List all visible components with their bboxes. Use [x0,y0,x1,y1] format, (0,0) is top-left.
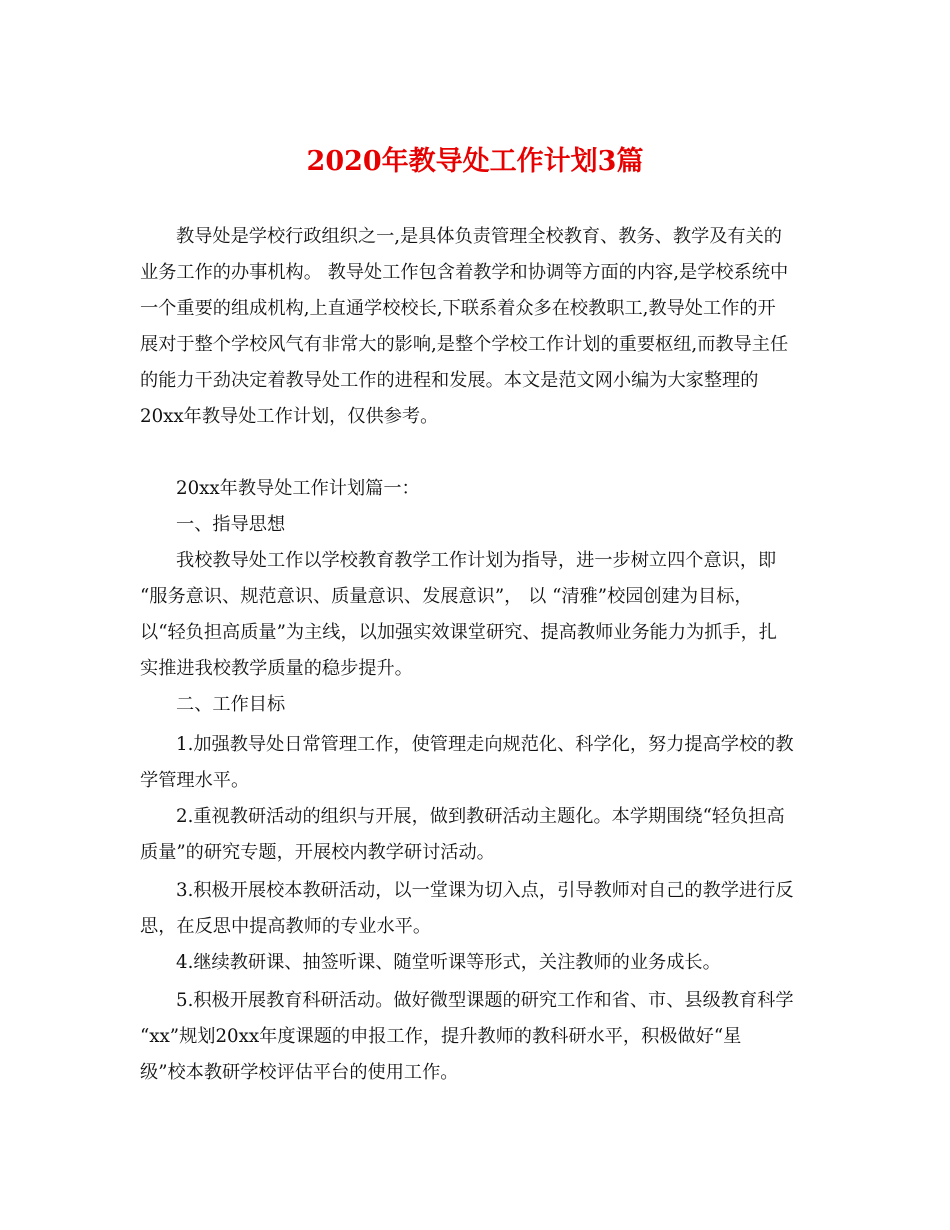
paragraph-line: 展对于整个学校风气有非常大的影响,是整个学校工作计划的重要枢纽,而教导主任 [140,334,789,355]
list-item-continuation: 质量”的研究专题，开展校内教学研讨活动。 [140,842,495,863]
section-heading: 一、指导思想 [176,514,286,535]
paragraph-line: 一个重要的组成机构,上直通学校校长,下联系着众多在校教职工,教导处工作的开 [140,298,776,319]
paragraph-line: 我校教导处工作以学校教育教学工作计划为指导，进一步树立四个意识，即 [176,550,777,571]
paragraph-line: 的能力干劲决定着教导处工作的进程和发展。本文是范文网小编为大家整理的 [140,370,759,391]
list-item-continuation: 级”校本教研学校评估平台的使用工作。 [140,1062,459,1083]
paragraph-line: 教导处是学校行政组织之一,是具体负责管理全校教育、教务、教学及有关的 [176,226,782,247]
section-heading: 二、工作目标 [176,694,286,715]
paragraph-line: 业务工作的办事机构。 教导处工作包含着教学和协调等方面的内容,是学校系统中 [140,262,789,283]
document-title: 2020年教导处工作计划3篇 [306,146,644,177]
paragraph-line: 实推进我校教学质量的稳步提升。 [140,658,413,679]
section-heading: 20xx年教导处工作计划篇一： [176,478,420,499]
list-item-continuation: 思，在反思中提高教师的专业水平。 [140,916,432,937]
paragraph-line: 以“轻负担高质量”为主线，以加强实效课堂研究、提高教师业务能力为抓手，扎 [140,622,777,643]
paragraph-line: “服务意识、规范意识、质量意识、发展意识”， 以 “清雅”校园创建为目标， [140,586,753,607]
list-item: 1.加强教导处日常管理工作，使管理走向规范化、科学化，努力提高学校的教 [176,734,794,755]
list-item-continuation: 学管理水平。 [140,770,250,791]
list-item: 4.继续教研课、抽签听课、随堂听课等形式，关注教师的业务成长。 [176,952,721,973]
list-item-continuation: “xx”规划20xx年度课题的申报工作，提升教师的教科研水平，积极做好“星 [140,1026,742,1047]
list-item: 2.重视教研活动的组织与开展，做到教研活动主题化。本学期围绕“轻负担高 [176,806,785,827]
paragraph-line: 20xx年教导处工作计划，仅供参考。 [140,406,439,427]
list-item: 3.积极开展校本教研活动，以一堂课为切入点，引导教师对自己的教学进行反 [176,880,794,901]
list-item: 5.积极开展教育科研活动。做好微型课题的研究工作和省、市、县级教育科学 [176,990,794,1011]
